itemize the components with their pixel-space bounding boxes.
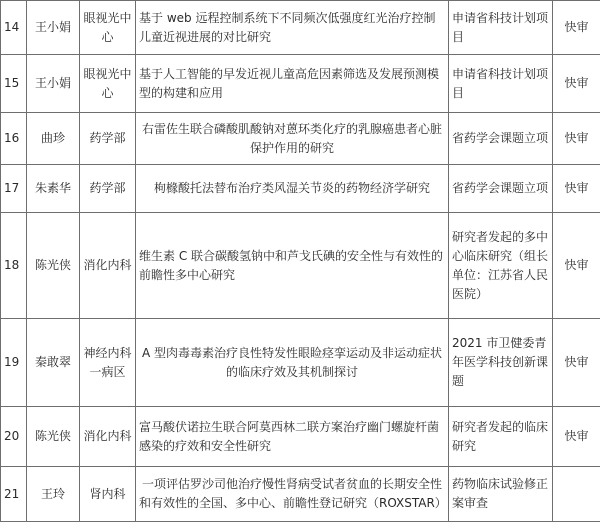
review-type: 快审 bbox=[553, 1, 600, 55]
project-source: 省药学会课题立项 bbox=[449, 165, 553, 213]
investigator-name: 王玲 bbox=[27, 467, 80, 522]
review-type: 快审 bbox=[553, 213, 600, 319]
project-source: 研究者发起的临床研究 bbox=[449, 407, 553, 467]
investigator-name: 曲珍 bbox=[27, 113, 80, 165]
row-number: 21 bbox=[1, 467, 27, 522]
department: 消化内科 bbox=[80, 213, 136, 319]
department: 消化内科 bbox=[80, 407, 136, 467]
table-row bbox=[1, 55, 600, 113]
project-title: 富马酸伏诺拉生联合阿莫西林二联方案治疗幽门螺旋杆菌感染的疗效和安全性研究 bbox=[136, 407, 449, 467]
department: 肾内科 bbox=[80, 467, 136, 522]
review-type: 快审 bbox=[553, 113, 600, 165]
project-source: 申请省科技计划项目 bbox=[449, 1, 553, 55]
review-type: 快审 bbox=[553, 55, 600, 113]
project-title: 右雷佐生联合磷酸肌酸钠对蒽环类化疗的乳腺癌患者心脏保护作用的研究 bbox=[136, 113, 449, 165]
investigator-name: 陈光侠 bbox=[27, 407, 80, 467]
investigator-name: 王小娟 bbox=[27, 1, 80, 55]
project-source: 研究者发起的多中心临床研究（组长单位：江苏省人民医院） bbox=[449, 213, 553, 319]
review-type bbox=[553, 467, 600, 522]
department: 神经内科一病区 bbox=[80, 319, 136, 407]
review-type: 快审 bbox=[553, 319, 600, 407]
review-type: 快审 bbox=[553, 165, 600, 213]
row-number: 20 bbox=[1, 407, 27, 467]
department: 药学部 bbox=[80, 113, 136, 165]
investigator-name: 朱素华 bbox=[27, 165, 80, 213]
table-row bbox=[1, 1, 600, 55]
row-number: 18 bbox=[1, 213, 27, 319]
row-number: 16 bbox=[1, 113, 27, 165]
project-source: 省药学会课题立项 bbox=[449, 113, 553, 165]
row-number: 14 bbox=[1, 1, 27, 55]
row-number: 15 bbox=[1, 55, 27, 113]
project-source: 药物临床试验修正案审查 bbox=[449, 467, 553, 522]
investigator-name: 王小娟 bbox=[27, 55, 80, 113]
table-row bbox=[1, 407, 600, 467]
table-row bbox=[1, 113, 600, 165]
project-source: 2021 市卫健委青年医学科技创新课题 bbox=[449, 319, 553, 407]
table-row bbox=[1, 165, 600, 213]
project-source: 申请省科技计划项目 bbox=[449, 55, 553, 113]
department: 眼视光中心 bbox=[80, 55, 136, 113]
project-title: 基于人工智能的早发近视儿童高危因素筛选及发展预测模型的构建和应用 bbox=[136, 55, 449, 113]
table-row bbox=[1, 213, 600, 319]
table-row bbox=[1, 467, 600, 522]
project-title: 枸橼酸托法替布治疗类风湿关节炎的药物经济学研究 bbox=[136, 165, 449, 213]
department: 眼视光中心 bbox=[80, 1, 136, 55]
project-title: 基于 web 远程控制系统下不同频次低强度红光治疗控制儿童近视进展的对比研究 bbox=[136, 1, 449, 55]
project-title: A 型肉毒毒素治疗良性特发性眼睑痉挛运动及非运动症状的临床疗效及其机制探讨 bbox=[136, 319, 449, 407]
department: 药学部 bbox=[80, 165, 136, 213]
table-row bbox=[1, 319, 600, 407]
project-title: 维生素 C 联合碳酸氢钠中和芦戈氏碘的安全性与有效性的前瞻性多中心研究 bbox=[136, 213, 449, 319]
investigator-name: 秦敢翠 bbox=[27, 319, 80, 407]
investigator-name: 陈光侠 bbox=[27, 213, 80, 319]
row-number: 17 bbox=[1, 165, 27, 213]
row-number: 19 bbox=[1, 319, 27, 407]
project-title: 一项评估罗沙司他治疗慢性肾病受试者贫血的长期安全性和有效性的全国、多中心、前瞻性登记研究（ROXSTAR） bbox=[136, 467, 449, 522]
review-type: 快审 bbox=[553, 407, 600, 467]
